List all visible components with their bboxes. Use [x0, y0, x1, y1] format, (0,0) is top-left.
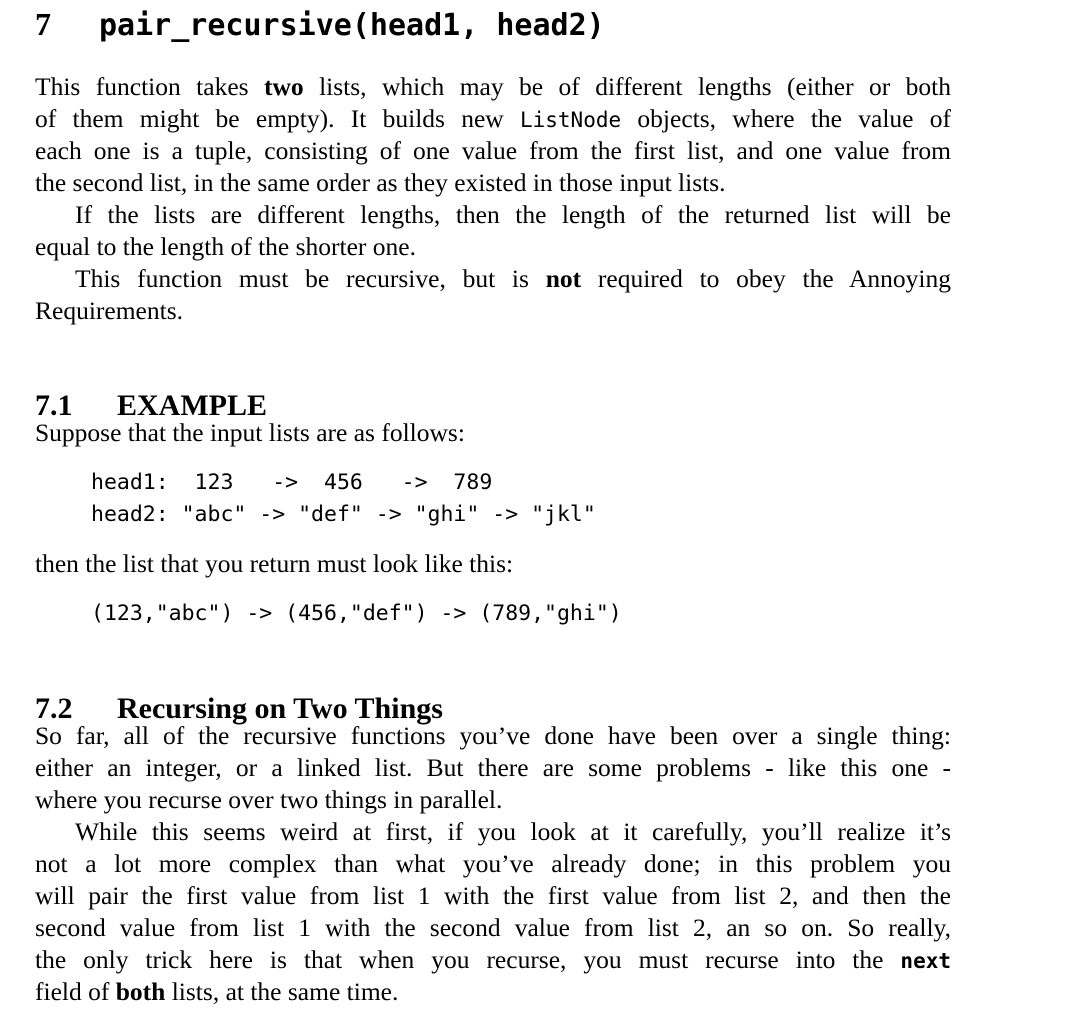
text-run: of them might be empty). It builds new	[35, 104, 520, 133]
text-line: not a lot more complex than what you’ve already done; in this problem you	[35, 849, 951, 878]
text-run: This function takes	[35, 72, 264, 101]
text-run: lists, at the same time.	[165, 977, 399, 1006]
text-line: where you recurse over two things in parallel.	[35, 785, 503, 814]
function-signature: pair_recursive(head1, head2)	[99, 8, 605, 43]
text-line: While this seems weird at first, if you look at it carefully, you’ll realize it’s	[75, 817, 951, 846]
text-line	[35, 976, 951, 1008]
example-lead	[35, 417, 951, 449]
text-line: So far, all of the recursive functions you’ve done have been over a single thing:	[35, 721, 951, 750]
text-run: objects, where the value of	[621, 104, 952, 133]
text-line: each one is a tuple, consisting of one value from the first list, and one value from	[35, 136, 951, 165]
section-number: 7.1	[35, 388, 73, 422]
text-line: equal to the length of the shorter one.	[35, 232, 416, 261]
bold-word: both	[115, 977, 166, 1006]
code-block-input	[91, 467, 596, 531]
text-run: the only trick here is that when you recurse, you must recurse into the	[35, 945, 901, 974]
intro-paragraph-2	[35, 199, 951, 263]
text-line: Requirements.	[35, 296, 184, 325]
section-title: Recursing on Two Things	[117, 691, 443, 725]
text-line: either an integer, or a linked list. But there are some problems - like this one -	[35, 753, 951, 782]
text-line	[35, 944, 951, 976]
code-block-output	[91, 598, 622, 630]
section-number: 7	[35, 6, 51, 42]
section-number: 7.2	[35, 691, 73, 725]
text-run: lists, which may be of different lengths (either or both	[303, 72, 951, 101]
text-line: If the lists are different lengths, then the length of the returned list will be	[75, 200, 951, 229]
text-line	[35, 71, 951, 103]
text-run: required to obey the Annoying	[581, 264, 952, 293]
section-7-heading	[35, 2, 605, 48]
text-line	[35, 263, 951, 295]
intro-paragraph-3	[35, 263, 951, 327]
text-run: This function must be recursive, but is	[75, 264, 546, 293]
code-line: head1: 123 -> 456 -> 789	[91, 470, 493, 495]
intro-paragraph-1	[35, 71, 951, 199]
text-line: the second list, in the same order as they existed in those input lists.	[35, 168, 726, 197]
example-then	[35, 548, 951, 580]
bold-word: two	[263, 72, 304, 101]
code-word: ListNode	[519, 108, 622, 132]
recursing-paragraph-1	[35, 720, 951, 816]
section-title: EXAMPLE	[117, 388, 267, 422]
recursing-paragraph-2	[35, 816, 951, 1008]
text-line: will pair the first value from list 1 with the first value from list 2, and then the	[35, 881, 951, 910]
text-line: second value from list 1 with the second value from list 2, an so on. So really,	[35, 913, 951, 942]
text-line: then the list that you return must look like this:	[35, 549, 514, 578]
code-line: (123,"abc") -> (456,"def") -> (789,"ghi")	[91, 601, 622, 626]
bold-word: not	[545, 264, 582, 293]
text-run: field of	[35, 977, 116, 1006]
code-line: head2: "abc" -> "def" -> "ghi" -> "jkl"	[91, 502, 596, 527]
text-line	[35, 103, 951, 135]
code-word: next	[900, 949, 951, 973]
text-line: Suppose that the input lists are as follows:	[35, 418, 465, 447]
